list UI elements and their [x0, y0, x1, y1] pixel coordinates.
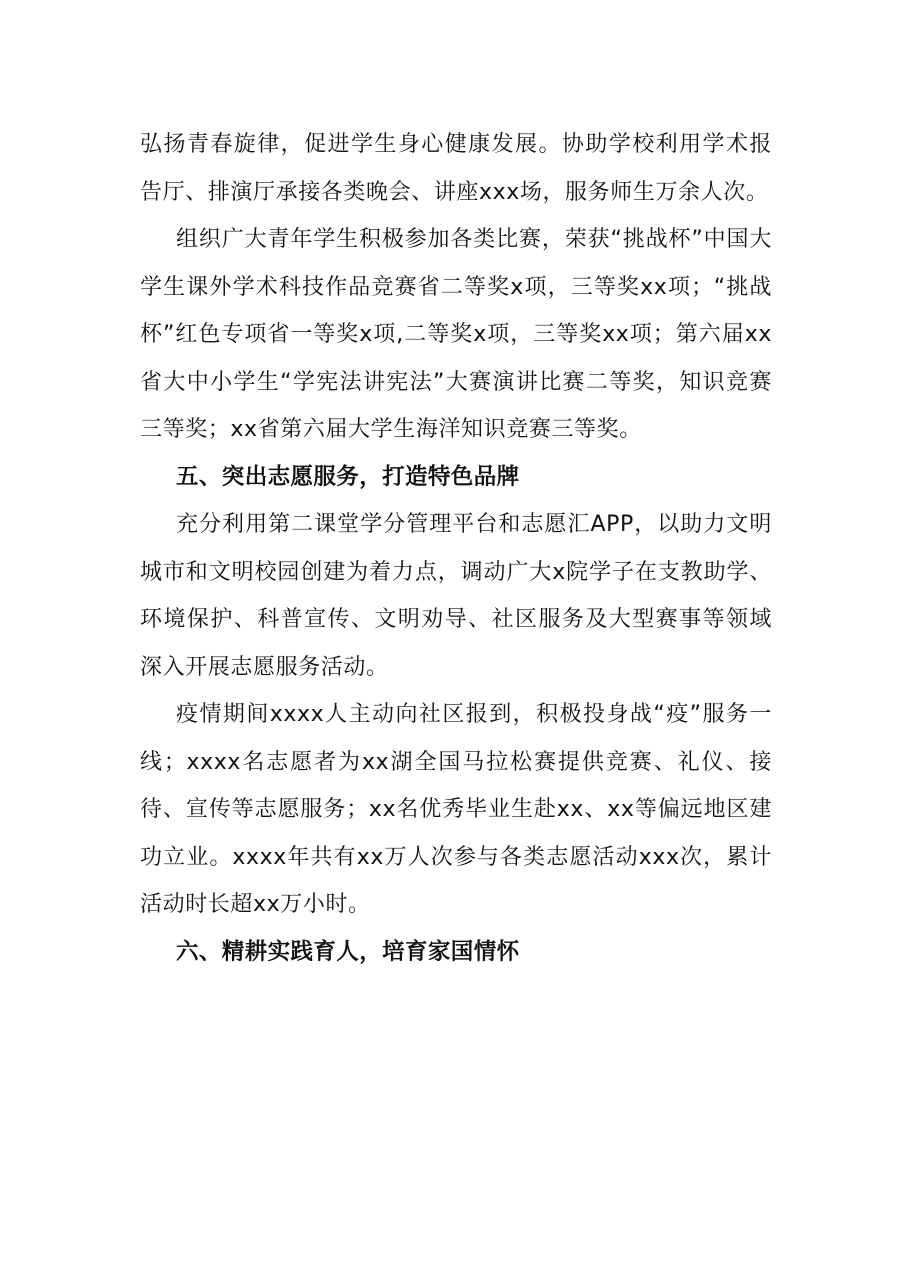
paragraph-epidemic-volunteers: 疫情期间xxxx人主动向社区报到，积极投身战“疫”服务一线；xxxx名志愿者为xx湖全国马拉松赛提供竞赛、礼仪、接待、宣传等志愿服务；xx名优秀毕业生赴xx、xx等偏远地区建功立业。xxxx年共有xx万人次参与各类志愿活动xxx次，累计活动时长超xx万小时。: [140, 702, 772, 917]
paragraph-volunteer-platform: 充分利用第二课堂学分管理平台和志愿汇APP，以助力文明城市和文明校园创建为着力点，调动广大x院学子在支教助学、环境保护、科普宣传、文明劝导、社区服务及大型赛事等领域深入开展志愿服务活动。: [140, 512, 772, 680]
paragraph-competitions: 组织广大青年学生积极参加各类比赛，荣获“挑战杯”中国大学生课外学术科技作品竞赛省二等奖x项，三等奖xx项；“挑战杯”红色专项省一等奖x项,二等奖x项，三等奖xx项；第六届xx省大中小学生“学宪法讲宪法”大赛演讲比赛二等奖，知识竞赛三等奖；xx省第六届大学生海洋知识竞赛三等奖。: [140, 227, 772, 442]
section-heading-volunteer-service: 五、突出志愿服务，打造特色品牌: [176, 463, 520, 490]
paragraph-student-activities: 弘扬青春旋律，促进学生身心健康发展。协助学校利用学术报告厅、排演厅承接各类晚会、讲座xxx场，服务师生万余人次。: [140, 132, 772, 205]
document-body: [140, 121, 772, 976]
section-heading-practice-education: 六、精耕实践育人，培育家国情怀: [176, 938, 520, 965]
